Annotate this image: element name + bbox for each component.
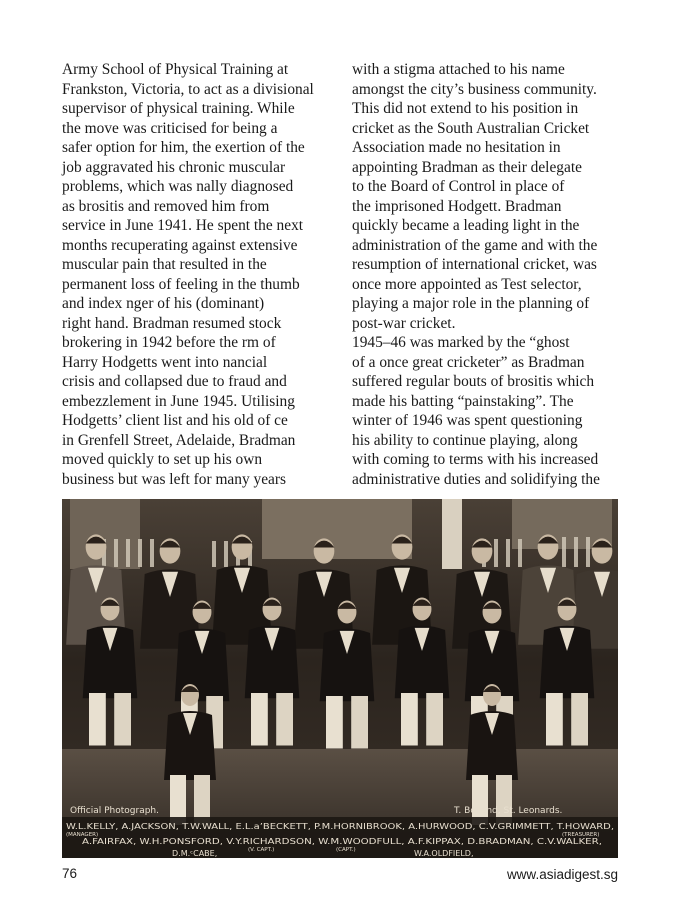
text-line: the imprisoned Hodgett. Bradman <box>352 197 562 215</box>
text-line: crisis and collapsed due to fraud and <box>62 373 287 390</box>
text-line: Harry Hodgetts went into nancial <box>62 353 268 371</box>
left-column <box>62 60 330 489</box>
text-line: problems, which was nally diagnosed <box>62 178 294 195</box>
right-column <box>352 60 620 489</box>
text-line: amongst the city’s business community. <box>352 80 597 98</box>
text-line: post-war cricket. <box>352 314 456 332</box>
caption-line-3b: W.A.OLDFIELD, <box>414 849 474 858</box>
page-number: 76 <box>62 866 78 881</box>
text-line: with a stigma attached to his name <box>352 61 565 78</box>
text-line: quickly became a leading light in the <box>352 217 580 234</box>
text-line: his ability to continue playing, along <box>352 431 578 449</box>
text-line: right hand. Bradman resumed stock <box>62 314 282 332</box>
text-line: brokering in 1942 before the rm of <box>62 334 276 351</box>
text-line: with coming to terms with his increased <box>352 451 599 468</box>
website-url: www.asiadigest.sg <box>506 867 618 882</box>
caption-line-3a: D.M.ᶜCABE, <box>172 849 218 858</box>
text-line: to the Board of Control in place of <box>352 178 565 195</box>
text-line: as brositis and removed him from <box>62 197 270 215</box>
text-line: once more appointed as Test selector, <box>352 275 582 293</box>
photo-label-right: T. Bolland, St. Leonards. <box>454 806 563 816</box>
text-line: muscular pain that resulted in the <box>62 256 267 273</box>
text-line: Hodgetts’ client list and his old of ce <box>62 412 288 429</box>
text-line: Association made no hesitation in <box>352 139 561 156</box>
text-line: job aggravated his chronic muscular <box>62 158 286 176</box>
text-line: resumption of international cricket, was <box>352 256 597 273</box>
text-line: This did not extend to his position in <box>352 100 579 117</box>
text-line: playing a major role in the planning of <box>352 295 590 312</box>
text-line: cricket as the South Australian Cricket <box>352 119 590 137</box>
caption-manager: (MANAGER) <box>66 832 99 838</box>
text-line: Frankston, Victoria, to act as a divisional <box>62 80 314 98</box>
text-line: safer option for him, the exertion of the <box>62 139 305 156</box>
text-line: administration of the game and with the <box>352 236 598 254</box>
caption-vice-captain: (V. CAPT.) <box>248 847 275 853</box>
text-line: in Grenfell Street, Adelaide, Bradman <box>62 431 296 449</box>
text-line: made his batting “painstaking”. The <box>352 392 574 410</box>
photo-label-left: Official Photograph. <box>70 806 159 816</box>
text-line: embezzlement in June 1945. Utilising <box>62 392 295 410</box>
text-line: and index nger of his (dominant) <box>62 295 265 312</box>
text-line: the move was criticised for being a <box>62 119 278 137</box>
caption-captain: (CAPT.) <box>336 847 356 853</box>
team-photo-illustration <box>62 499 618 858</box>
text-line: 1945–46 was marked by the “ghost <box>352 334 570 351</box>
text-line: winter of 1946 was spent questioning <box>352 412 583 429</box>
team-photograph <box>62 499 618 858</box>
caption-treasurer: (TREASURER) <box>562 832 600 838</box>
text-line: business but was left for many years <box>62 470 286 488</box>
caption-line-1: W.L.KELLY, A.JACKSON, T.W.WALL, E.L.a’BECKETT, P.M.HORNIBROOK, A.HURWOOD, C.V.GRIMMETT, T.HOWARD, <box>66 822 614 831</box>
text-line: supervisor of physical training. While <box>62 100 295 117</box>
text-line: moved quickly to set up his own <box>62 451 263 468</box>
text-line: suffered regular bouts of brositis which <box>352 373 595 390</box>
text-line: appointing Bradman as their delegate <box>352 158 582 176</box>
text-line: of a once great cricketer” as Bradman <box>352 353 585 371</box>
text-line: Army School of Physical Training at <box>62 61 289 78</box>
text-line: administrative duties and solidifying the <box>352 470 600 488</box>
text-line: months recuperating against extensive <box>62 236 298 254</box>
text-line: service in June 1941. He spent the next <box>62 217 304 234</box>
caption-line-2: A.FAIRFAX, W.H.PONSFORD, V.Y.RICHARDSON, W.M.WOODFULL, A.F.KIPPAX, D.BRADMAN, C.V.WALKER, <box>82 837 602 846</box>
text-line: permanent loss of feeling in the thumb <box>62 275 300 293</box>
